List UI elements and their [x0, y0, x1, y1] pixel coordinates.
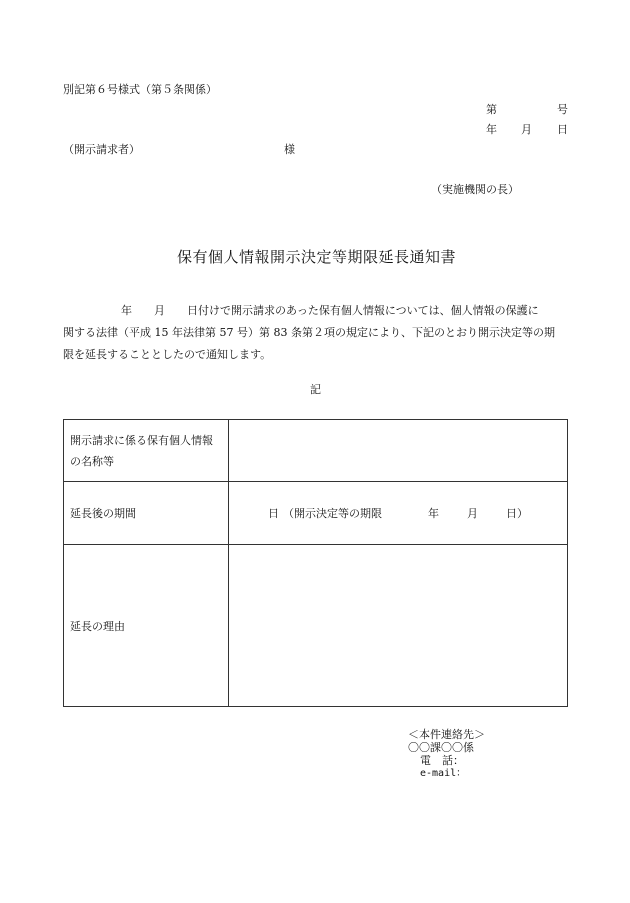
body-line-3: 限を延長することとしたので通知します。 [63, 348, 272, 361]
extension-form-table [63, 419, 568, 707]
extension-period-value-cell[interactable] [229, 482, 568, 545]
contact-phone: 電 話： [420, 754, 464, 767]
info-name-label-cell [64, 420, 229, 482]
notice-body [63, 300, 569, 366]
period-deadline-label: （開示決定等の期限 [283, 507, 382, 520]
table-row-extension-period [64, 482, 568, 545]
contact-dept: 〇〇課〇〇係 [408, 741, 474, 754]
form-id-label: 別記第６号様式（第５条関係） [63, 83, 217, 96]
ki-label: 記 [310, 383, 321, 396]
period-month-label: 月 [467, 507, 478, 520]
authority-label: （実施機関の長） [431, 183, 519, 196]
info-name-label-line-1: 開示請求に係る保有個人情報 [70, 433, 213, 447]
body-line-2: 関する法律（平成 15 年法律第 57 号）第 83 条第２項の規定により、下記のとおり開示決定等の期 [63, 326, 555, 339]
info-name-label-line-2: の名称等 [70, 454, 114, 468]
contact-heading: ＜本件連絡先＞ [408, 728, 485, 741]
table-row-extension-reason [64, 545, 568, 707]
extension-reason-value-cell[interactable] [229, 545, 568, 707]
body-line-1 [63, 300, 569, 322]
date-month-label: 月 [521, 123, 532, 136]
period-day-label: 日 [268, 507, 279, 520]
doc-number-prefix: 第 [486, 103, 497, 116]
contact-email: e-mail： [420, 768, 467, 779]
period-year-label: 年 [428, 507, 439, 520]
date-day-label: 日 [557, 123, 568, 136]
doc-number-suffix: 号 [557, 103, 568, 116]
body-month: 月 [154, 304, 165, 317]
period-end-label: 日） [506, 507, 528, 520]
extension-reason-label: 延長の理由 [64, 545, 229, 707]
contact-block [408, 728, 485, 780]
body-year: 年 [121, 304, 132, 317]
info-name-value-cell[interactable] [229, 420, 568, 482]
requester-label: （開示請求者） [63, 143, 140, 156]
document-title: 保有個人情報開示決定等期限延長通知書 [177, 248, 457, 266]
body-line-1-text: 日付けで開示請求のあった保有個人情報については、個人情報の保護に [187, 304, 539, 317]
table-row-info-name [64, 420, 568, 482]
extension-period-label: 延長後の期間 [64, 482, 229, 545]
date-year-label: 年 [486, 123, 497, 136]
honorific-label: 様 [284, 143, 295, 156]
